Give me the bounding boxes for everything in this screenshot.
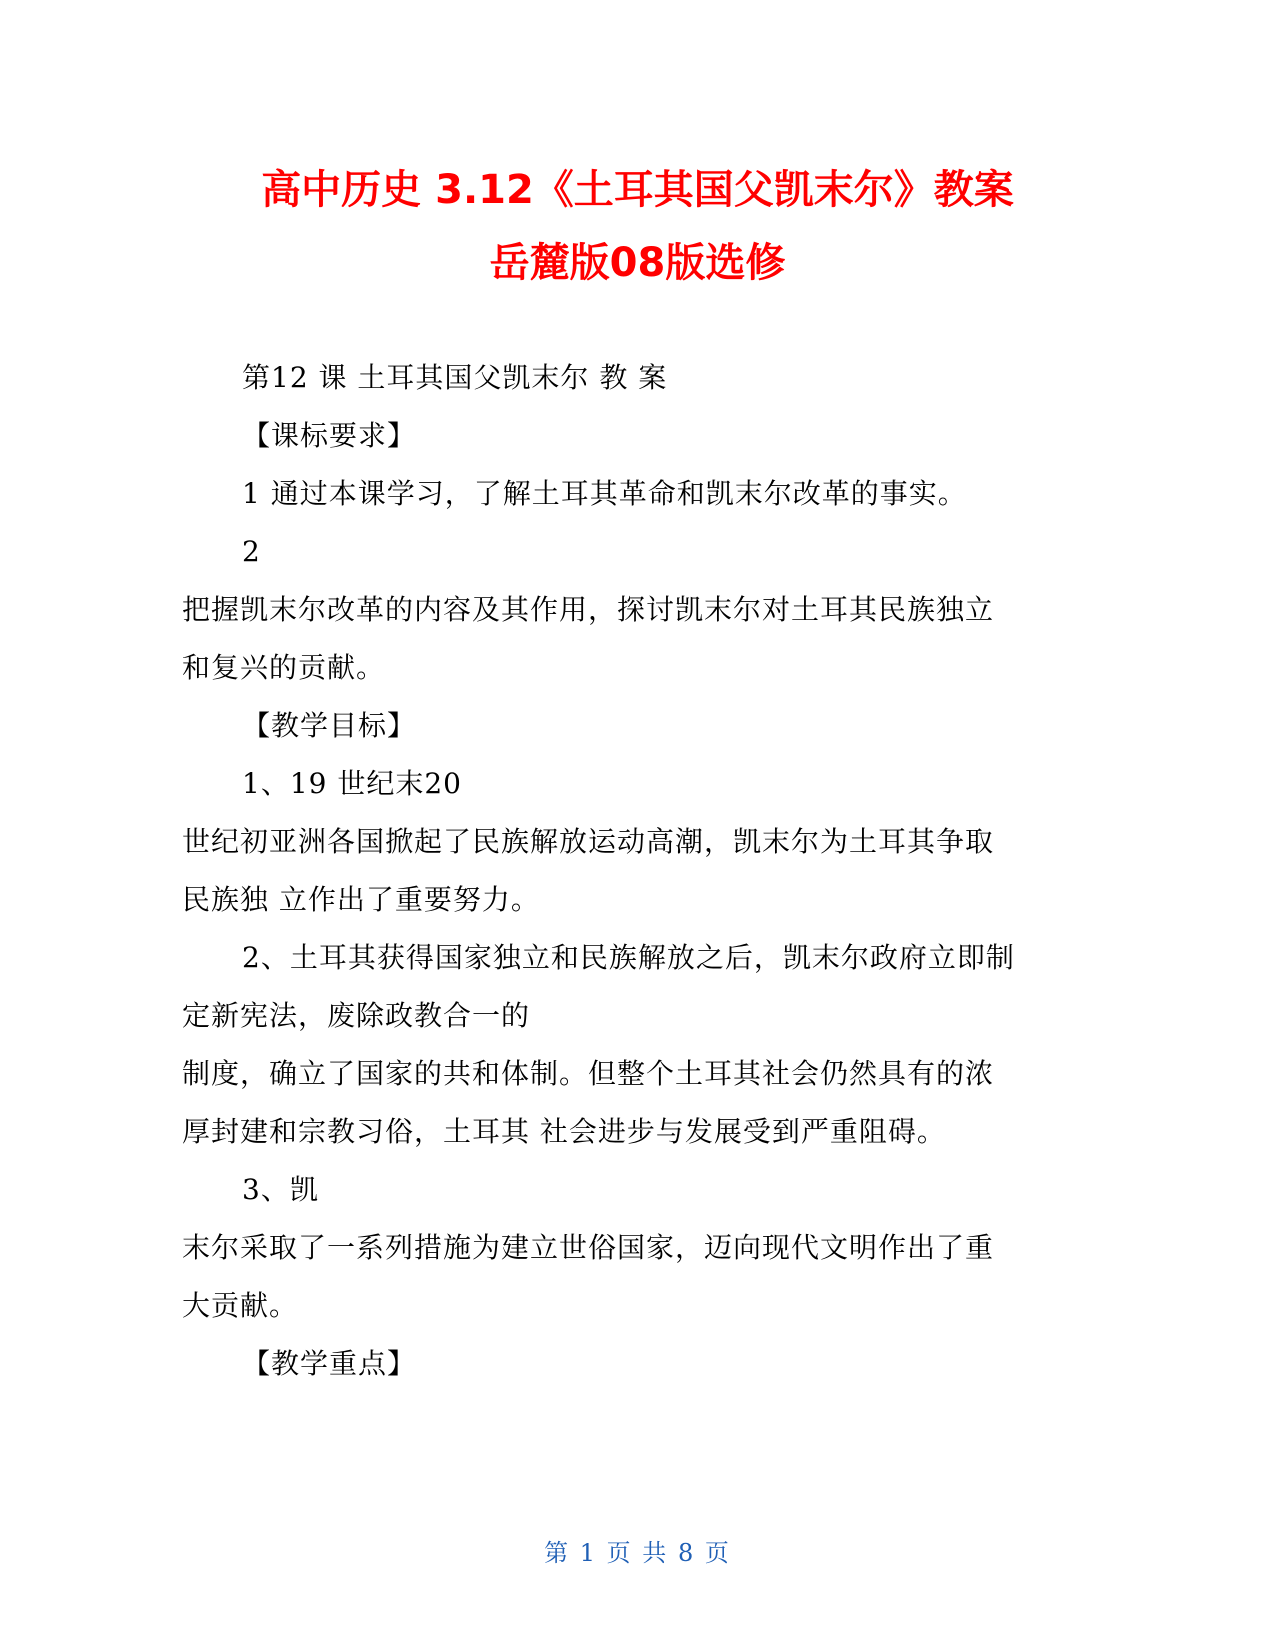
paragraph-line: 大贡献。 <box>182 1289 299 1322</box>
paragraph-line: 民族独 立作出了重要努力。 <box>182 883 540 916</box>
page-footer: 第 1 页 共 8 页 <box>544 1539 731 1567</box>
lesson-heading: 第12 课 土耳其国父凯末尔 教 案 <box>242 361 668 394</box>
section-heading-curriculum: 【课标要求】 <box>242 419 417 452</box>
paragraph-line: 把握凯末尔改革的内容及其作用，探讨凯末尔对土耳其民族独立 <box>182 593 995 626</box>
document-title-line-2: 岳麓版08版选修 <box>489 240 786 286</box>
paragraph-line: 2 <box>242 535 261 568</box>
paragraph-line: 世纪初亚洲各国掀起了民族解放运动高潮，凯末尔为土耳其争取 <box>182 825 995 858</box>
paragraph-line: 2、土耳其获得国家独立和民族解放之后，凯末尔政府立即制 <box>242 941 1015 974</box>
section-heading-objectives: 【教学目标】 <box>242 709 417 742</box>
paragraph-line: 1、19 世纪末20 <box>242 767 462 800</box>
paragraph-line: 1 通过本课学习，了解土耳其革命和凯末尔改革的事实。 <box>242 477 967 510</box>
section-heading-key-points: 【教学重点】 <box>242 1347 417 1380</box>
document-title-line-1: 高中历史 3.12《土耳其国父凯末尔》教案 <box>261 167 1014 213</box>
paragraph-line: 和复兴的贡献。 <box>182 651 386 684</box>
paragraph-line: 3、凯 <box>242 1173 319 1206</box>
paragraph-line: 厚封建和宗教习俗，土耳其 社会进步与发展受到严重阻碍。 <box>182 1115 946 1148</box>
paragraph-line: 制度，确立了国家的共和体制。但整个土耳其社会仍然具有的浓 <box>182 1057 995 1090</box>
paragraph-line: 末尔采取了一系列措施为建立世俗国家，迈向现代文明作出了重 <box>182 1231 995 1264</box>
paragraph-line: 定新宪法，废除政教合一的 <box>182 999 531 1032</box>
